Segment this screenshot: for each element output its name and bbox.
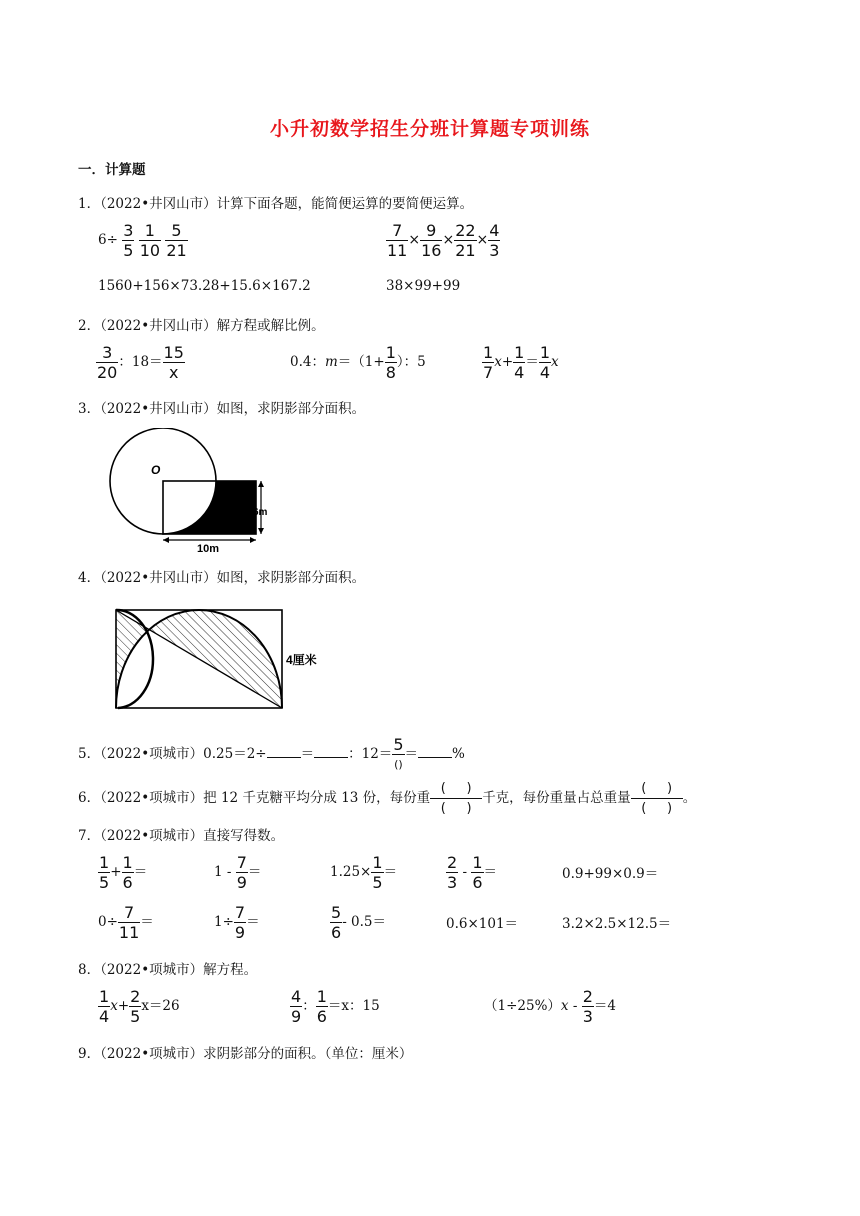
fraction: $\frac{7}{11}$ (387, 221, 408, 260)
q7-r1c1: $\frac{1}{5}$ + $\frac{1}{6}$ ＝ (99, 853, 148, 892)
q7-r2c4: 0.6×101＝ (446, 916, 519, 932)
q2-expr-1: $\frac{3}{20}$ ：18＝ $\frac{15}{x}$ (97, 343, 184, 382)
q7-r1c2: 1 - $\frac{7}{9}$ ＝ (214, 853, 262, 892)
q7-r1c3: 1.25× $\frac{1}{5}$ ＝ (330, 853, 398, 892)
q8-expr-1: $\frac{1}{4}$ x+ $\frac{2}{5}$ x＝26 (99, 987, 180, 1026)
label-4cm: 4厘米 (286, 653, 317, 667)
fraction: $\frac{1}{7}$ (483, 343, 494, 382)
question-1-text: 1．（2022•井冈山市）计算下面各题，能简便运算的要简便运算。 (78, 196, 474, 212)
fraction: $\frac{9}{16}$ (421, 221, 442, 260)
q4-rectangle-figure (112, 606, 342, 714)
fraction: $\frac{1}{4}$ (539, 343, 550, 382)
q3-circle-figure (105, 428, 285, 556)
q7-r2c2: 1÷ $\frac{7}{9}$ ＝ (214, 903, 260, 942)
fraction: $\frac{15}{x}$ (163, 343, 184, 382)
q1-expr-2: $\frac{7}{11}$ × $\frac{9}{16}$ × $\frac{22}{21}$ × $\frac{4}{3}$ (387, 221, 500, 260)
q2-expr-3: $\frac{1}{7}$ x+ $\frac{1}{4}$ ＝ $\frac{1}{4}$ x (483, 343, 559, 382)
q8-expr-3: （1÷25%）x - $\frac{2}{3}$ ＝4 (484, 987, 616, 1026)
label-6m: 6m (253, 507, 268, 518)
blank-fraction: ( ) ( ) (430, 780, 482, 817)
q7-r1c5: 0.9+99×0.9＝ (562, 866, 659, 882)
fraction: $\frac{3}{20}$ (97, 343, 118, 382)
label-o: O (151, 463, 161, 477)
fraction: 5 () (393, 735, 404, 771)
q1-expr-1: 6÷ $\frac{3}{5}$ $\frac{1}{10}$ $\frac{5}{21}$ (98, 221, 187, 260)
question-6-text: 6．（2022•项城市）把 12 千克糖平均分成 13 份，每份重 ( ) ( ) 千克，每份重量占总重量 ( ) ( ) 。 (78, 781, 697, 816)
blank-fraction: ( ) ( ) (631, 780, 683, 817)
question-5-text: 5．（2022•项城市）0.25＝2÷ ＝ ：12＝ 5 () ＝ % (78, 735, 465, 771)
fraction: $\frac{3}{5}$ (123, 221, 134, 260)
question-7-text: 7．（2022•项城市）直接写得数。 (78, 828, 285, 844)
question-3-text: 3．（2022•井冈山市）如图，求阴影部分面积。 (78, 401, 366, 417)
q7-r2c3: $\frac{5}{6}$ - 0.5＝ (331, 903, 387, 942)
q7-r2c5: 3.2×2.5×12.5＝ (562, 916, 672, 932)
page-title: 小升初数学招生分班计算题专项训练 (269, 118, 590, 140)
fraction: $\frac{1}{8}$ (385, 343, 396, 382)
fraction: $\frac{4}{3}$ (489, 221, 500, 260)
question-2-text: 2．（2022•井冈山市）解方程或解比例。 (78, 318, 325, 334)
fraction: $\frac{1}{4}$ (514, 343, 525, 382)
q1-expr-4: 38×99+99 (386, 278, 461, 294)
q2-expr-2: 0.4：m＝（1+ $\frac{1}{8}$ ）：5 (290, 343, 426, 382)
q1-expr-3: 1560+156×73.28+15.6×167.2 (98, 278, 311, 294)
fraction: $\frac{5}{21}$ (166, 221, 187, 260)
question-4-text: 4．（2022•井冈山市）如图，求阴影部分面积。 (78, 570, 366, 586)
question-9-text: 9．（2022•项城市）求阴影部分的面积。（单位：厘米） (78, 1046, 413, 1062)
section-heading: 一．计算题 (78, 162, 146, 178)
fraction: $\frac{22}{21}$ (455, 221, 476, 260)
q7-r2c1: 0÷ $\frac{7}{11}$ ＝ (98, 903, 154, 942)
q8-expr-2: $\frac{4}{9}$ ： $\frac{1}{6}$ ＝x：15 (291, 987, 380, 1026)
label-10m: 10m (197, 543, 220, 555)
fraction: $\frac{1}{10}$ (139, 221, 161, 260)
q7-r1c4: $\frac{2}{3}$ - $\frac{1}{6}$ ＝ (447, 853, 498, 892)
question-8-text: 8．（2022•项城市）解方程。 (78, 962, 258, 978)
